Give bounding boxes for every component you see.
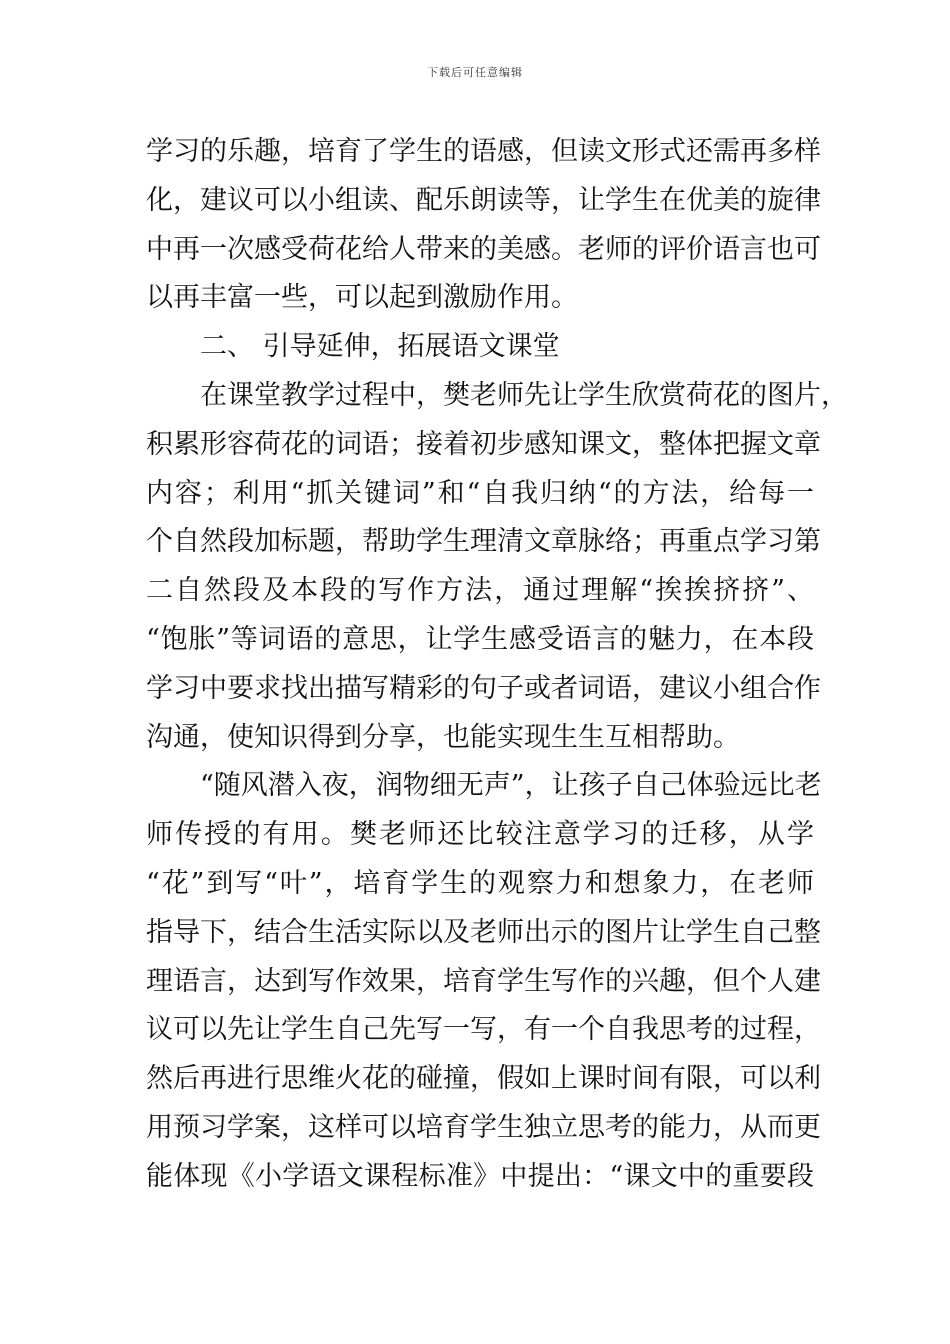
text-line: “饱胀”等词语的意思，让学生感受语言的魅力，在本段 bbox=[146, 623, 814, 655]
text-line: 内容；利用“抓关键词”和“自我归纳“的方法，给每一 bbox=[146, 477, 814, 509]
text-line: “花”到写“叶”，培育学生的观察力和想象力，在老师 bbox=[146, 867, 814, 899]
text-line: 在课堂教学过程中，樊老师先让学生欣赏荷花的图片， bbox=[200, 379, 848, 411]
page-header: 下载后可任意编辑 bbox=[427, 66, 523, 79]
text-line: 议可以先让学生自己先写一写，有一个自我思考的过程， bbox=[146, 1014, 821, 1046]
text-line: 个自然段加标题，帮助学生理清文章脉络；再重点学习第 bbox=[146, 526, 821, 558]
text-line: 化，建议可以小组读、配乐朗读等，让学生在优美的旋律 bbox=[146, 184, 821, 216]
text-line: 能体现《小学语文课程标准》中提出：“课文中的重要段 bbox=[146, 1160, 814, 1192]
text-line: 以再丰富一些，可以起到激励作用。 bbox=[146, 282, 578, 314]
text-line: 积累形容荷花的词语；接着初步感知课文，整体把握文章 bbox=[146, 428, 821, 460]
text-line: 二自然段及本段的写作方法，通过理解“挨挨挤挤”、 bbox=[146, 575, 814, 607]
text-line: “随风潜入夜，润物细无声”，让孩子自己体验远比老 bbox=[200, 770, 822, 802]
text-line: 师传授的有用。樊老师还比较注意学习的迁移，从学 bbox=[146, 819, 814, 851]
section-heading: 二、 引导延伸，拓展语文课堂 bbox=[200, 331, 560, 363]
text-line: 学习的乐趣，培育了学生的语感，但读文形式还需再多样 bbox=[146, 136, 821, 167]
text-line: 沟通，使知识得到分享，也能实现生生互相帮助。 bbox=[146, 721, 740, 753]
text-line: 学习中要求找出描写精彩的句子或者词语，建议小组合作 bbox=[146, 672, 821, 704]
text-line: 理语言，达到写作效果，培育学生写作的兴趣，但个人建 bbox=[146, 965, 821, 997]
text-line: 中再一次感受荷花给人带来的美感。老师的评价语言也可 bbox=[146, 233, 821, 265]
text-line: 用预习学案，这样可以培育学生独立思考的能力，从而更 bbox=[146, 1111, 821, 1143]
text-line: 指导下，结合生活实际以及老师出示的图片让学生自己整 bbox=[146, 916, 821, 948]
document-body bbox=[146, 128, 848, 1202]
text-line: 然后再进行思维火花的碰撞，假如上课时间有限，可以利 bbox=[146, 1063, 821, 1095]
